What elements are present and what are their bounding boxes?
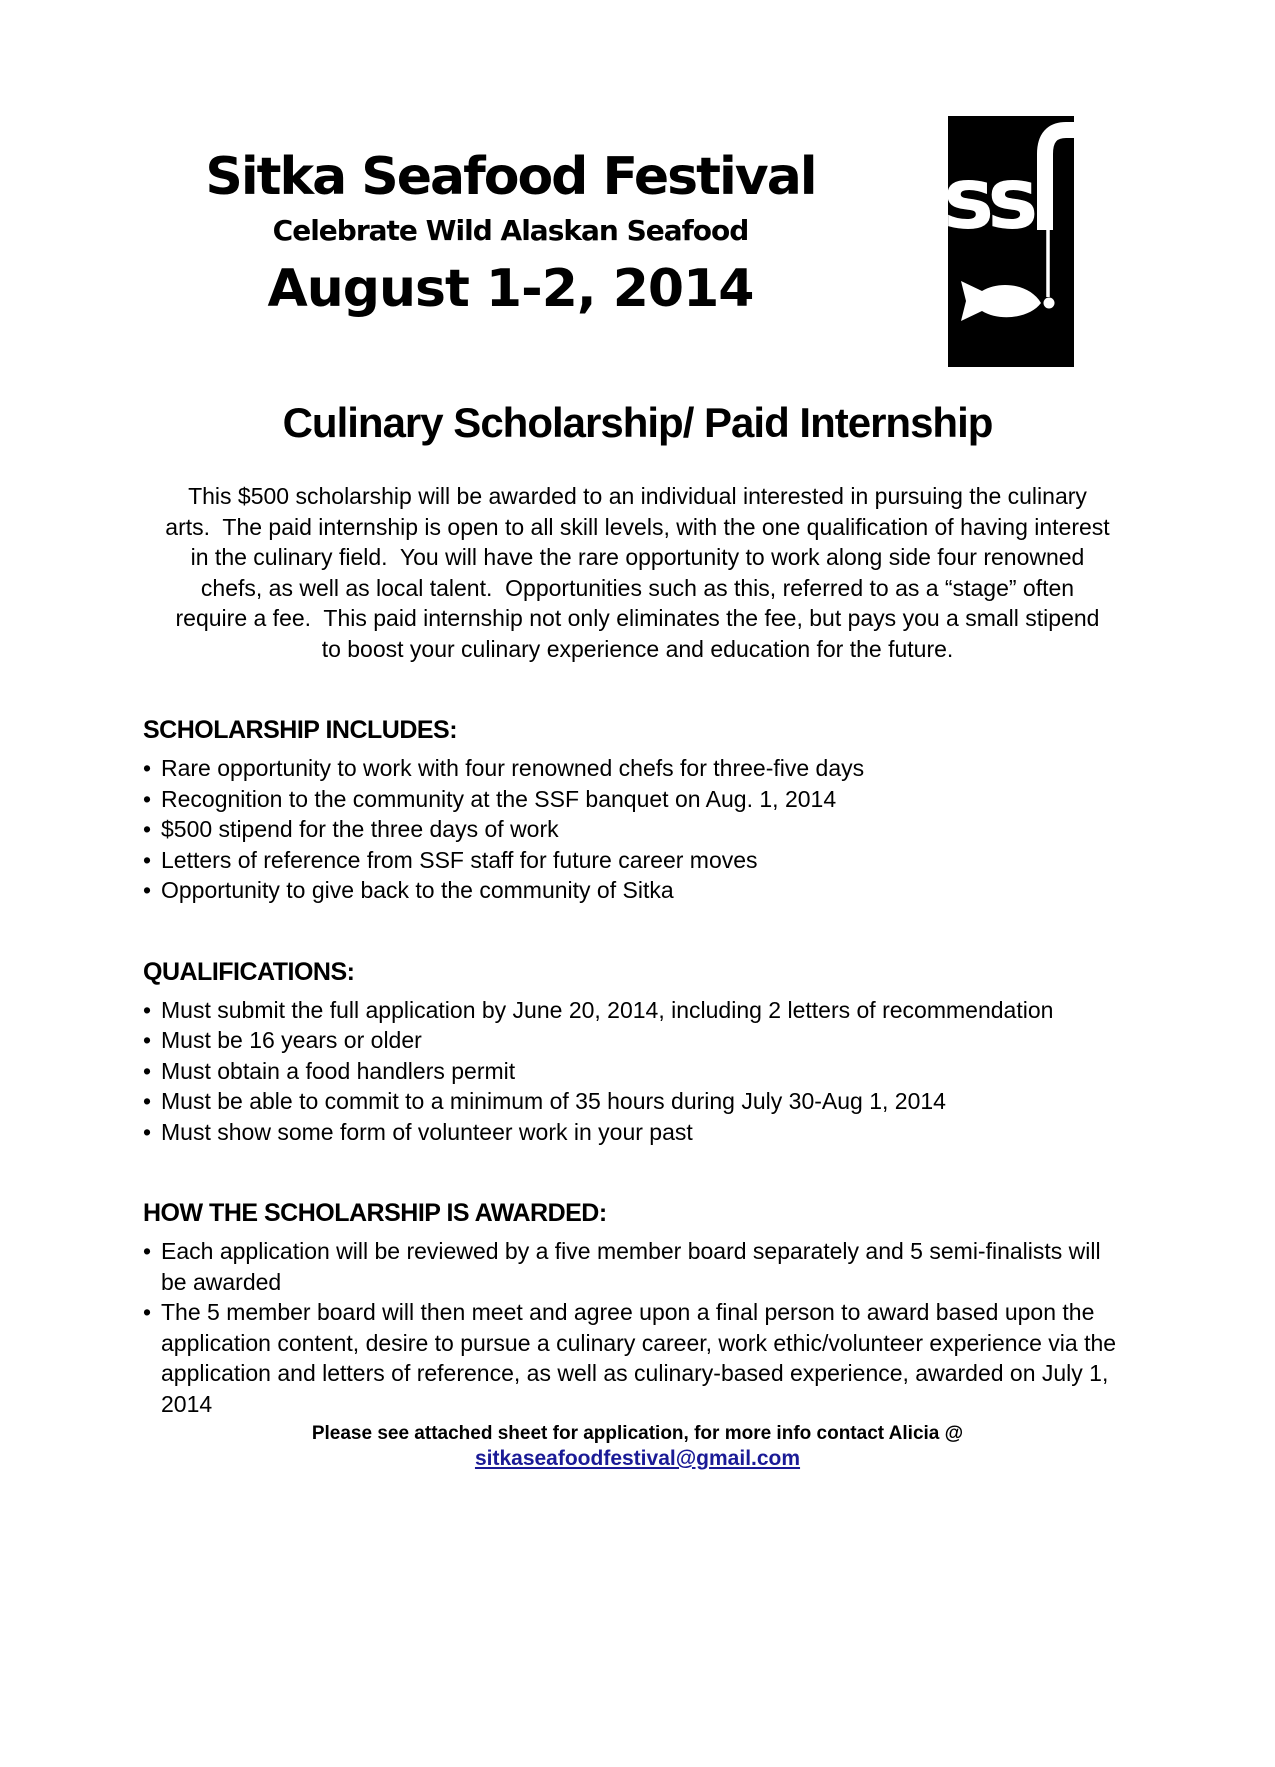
- section-heading: QUALIFICATIONS:: [143, 957, 355, 986]
- ssf-fish-hook-logo-icon: [948, 116, 1074, 367]
- festival-dates: August 1-2, 2014: [267, 258, 754, 319]
- bullet-icon: •: [143, 755, 152, 781]
- list-item: [143, 1086, 1132, 1117]
- bullet-text: $500 stipend for the three days of work: [161, 816, 559, 842]
- page-title: Culinary Scholarship/ Paid Internship: [282, 399, 993, 446]
- bullet-text: Opportunity to give back to the community of Sitka: [161, 877, 674, 903]
- bullet-icon: •: [143, 816, 152, 842]
- bullet-text: Letters of reference from SSF staff for future career moves: [161, 846, 758, 873]
- header-text-block: [143, 116, 948, 319]
- logo-letters: ss: [948, 149, 1032, 249]
- section-scholarship-includes: [143, 716, 1132, 906]
- bullet-text: The 5 member board will then meet and agree upon a final person to award based upon the application content, desire to pursue a culinary career, work ethic/volunteer experience via the application and letters of reference, as well as culinary-based experience, awarded on July 1, 2014: [161, 1299, 1117, 1417]
- bullet-icon: •: [143, 1027, 152, 1053]
- bullet-text: Rare opportunity to work with four renowned chefs for three-five days: [161, 755, 865, 781]
- bullet-list: [143, 753, 1132, 906]
- list-item: [143, 814, 1132, 845]
- email-link[interactable]: sitkaseafoodfestival@gmail.com: [474, 1447, 801, 1470]
- bullet-text: Must obtain a food handlers permit: [161, 1057, 516, 1084]
- list-item: [143, 1056, 1132, 1087]
- flyer-page: [143, 116, 1132, 1471]
- bullet-icon: •: [143, 996, 152, 1023]
- bullet-icon: •: [143, 1057, 152, 1084]
- bullet-list: [143, 1236, 1132, 1419]
- intro-paragraph: This $500 scholarship will be awarded to an individual interested in pursuing the culinary arts. The paid internship is open to all skill levels, with the one qualification of having interest in the culinary field. You will have the rare opportunity to work along side four renowned chefs, as well as local talent. Opportunities such as this, referred to as a “stage” often require a fee. This paid internship not only eliminates the fee, but pays you a small stipend to boost your culinary experience and education for the future.: [165, 483, 1117, 662]
- list-item: [143, 1117, 1132, 1148]
- bullet-icon: •: [143, 1088, 152, 1114]
- list-item: [143, 845, 1132, 876]
- footer-note: Please see attached sheet for application, for more info contact Alicia @: [311, 1423, 964, 1444]
- section-how-awarded: [143, 1199, 1132, 1419]
- bullet-text: Must be 16 years or older: [161, 1027, 422, 1053]
- bullet-icon: •: [143, 1299, 152, 1325]
- section-heading: HOW THE SCHOLARSHIP IS AWARDED:: [143, 1199, 607, 1227]
- list-item: [143, 1236, 1132, 1297]
- bullet-icon: •: [143, 1238, 152, 1264]
- ssf-logo: [948, 116, 1074, 367]
- bullet-text: Must be able to commit to a minimum of 35 hours during July 30-Aug 1, 2014: [161, 1088, 946, 1114]
- list-item: [143, 784, 1132, 815]
- bullet-text: Each application will be reviewed by a five member board separately and 5 semi-finalists will be awarded: [161, 1238, 1101, 1295]
- bullet-list: [143, 995, 1132, 1148]
- festival-subtitle: Celebrate Wild Alaskan Seafood: [272, 213, 749, 247]
- list-item: [143, 753, 1132, 784]
- bullet-icon: •: [143, 1118, 152, 1145]
- list-item: [143, 1297, 1132, 1419]
- bullet-text: Must submit the full application by June 20, 2014, including 2 letters of recommendation: [161, 996, 1054, 1023]
- bullet-icon: •: [143, 846, 152, 873]
- bullet-text: Must show some form of volunteer work in your past: [161, 1118, 693, 1145]
- bullet-icon: •: [143, 785, 152, 812]
- header: [143, 116, 1074, 367]
- bullet-icon: •: [143, 877, 152, 903]
- section-heading: SCHOLARSHIP INCLUDES:: [143, 716, 458, 744]
- festival-title: Sitka Seafood Festival: [205, 147, 816, 207]
- bullet-text: Recognition to the community at the SSF banquet on Aug. 1, 2014: [161, 785, 837, 812]
- section-qualifications: [143, 958, 1132, 1148]
- footer: [143, 1423, 1132, 1471]
- list-item: [143, 995, 1132, 1026]
- list-item: [143, 1025, 1132, 1056]
- list-item: [143, 875, 1132, 906]
- hook-dot: [1044, 298, 1055, 309]
